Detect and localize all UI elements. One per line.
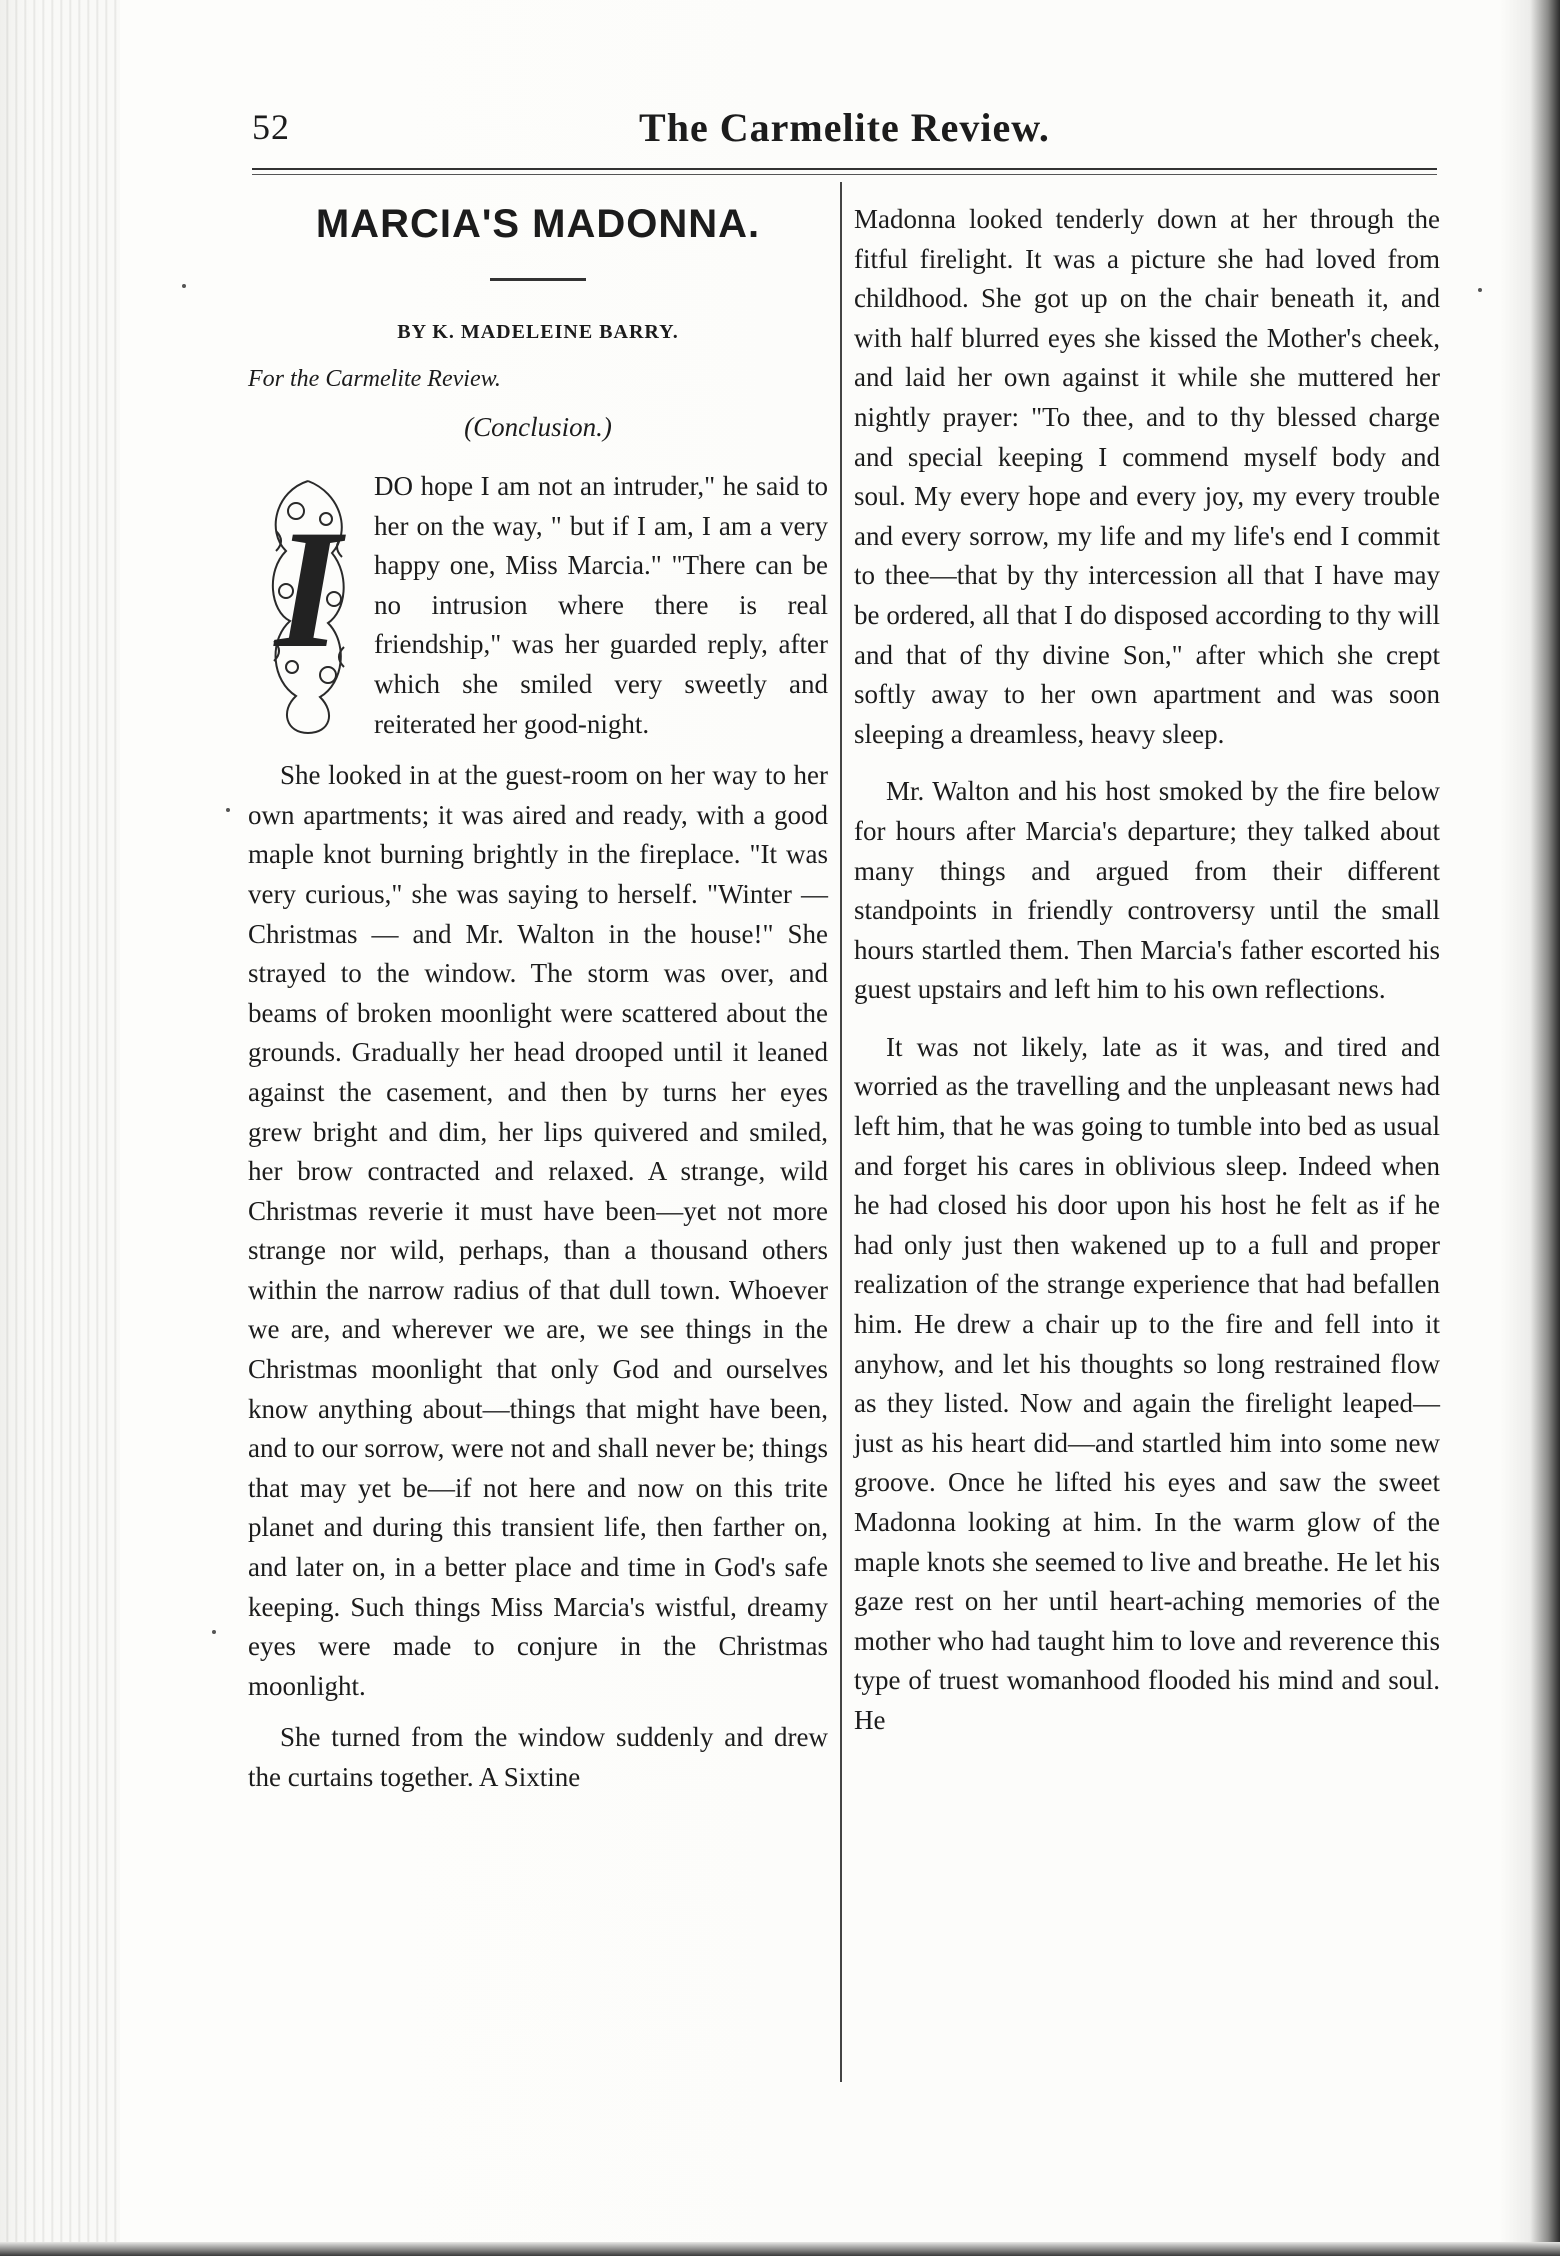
print-speck	[1478, 288, 1482, 292]
paragraph: She looked in at the guest-room on her way to her own apartments; it was aired and ready, with a good maple knot burning brightly in the fireplace. "It was very curious," she was saying to herself. "Winter — Christmas — and Mr. Walton in the house!" She strayed to the window. The storm was over, and beams of broken moonlight were scattered about the grounds. Gradually her head drooped until it leaned against the casement, and then by turns her eyes grew bright and dim, her lips quivered and smiled, her brow contracted and relaxed. A strange, wild Christmas reverie it must have been—yet not more strange nor wild, perhaps, than a thousand others within the narrow radius of that dull town. Whoever we are, and wherever we are, we see things in the Christmas moonlight that only God and ourselves know anything about—things that might have been, and to our sorrow, were not and shall never be; things that may yet be—if not here and now on this trite planet and during this transient life, then farther on, and later on, in a better place and time in God's safe keeping. Such things Miss Marcia's wistful, dreamy eyes were made to conjure in the Christmas moonlight.	[248, 760, 828, 1701]
page-number: 52	[252, 107, 290, 147]
header-rule	[252, 168, 1437, 175]
byline: BY K. MADELEINE BARRY.	[397, 321, 679, 343]
opening-paragraph-block	[248, 467, 828, 744]
journal-title: The Carmelite Review.	[639, 105, 1050, 150]
print-speck	[226, 808, 230, 812]
book-binding-edge	[0, 0, 120, 2256]
left-column	[248, 200, 828, 1798]
ornamental-drop-cap-icon	[256, 471, 360, 741]
page-bottom-edge	[0, 2242, 1560, 2256]
print-speck	[182, 284, 186, 288]
paragraph: It was not likely, late as it was, and tired and worried as the travelling and the unpleasant news had left him, that he was going to tumble into bed as usual and forget his cares in oblivious sleep. Indeed when he had closed his door upon his host he felt as if he had only just then wakened up to a full and proper realization of the strange experience that had befallen him. He drew a chair up to the fire and fell into it anyhow, and let his thoughts so long restrained flow as they listed. Now and again the firelight leaped—just as his heart did—and startled him into some new groove. Once he lifted his eyes and saw the sweet Madonna looking at him. In the warm glow of the maple knots she seemed to live and breathe. He let his gaze rest on her until heart-aching memories of the mother who had taught him to love and reverence this type of truest womanhood flooded his mind and soul. He	[854, 1031, 1440, 1735]
running-header	[252, 100, 1437, 160]
paragraph: Madonna looked tenderly down at her through the fitful firelight. It was a picture she had loved from childhood. She got up on the chair beneath it, and with half blurred eyes she kissed the Mother's cheek, and laid her own against it while she muttered her nightly prayer: "To thee, and to thy blessed charge and special keeping I commend myself body and soul. My every hope and every joy, my every trouble and every sorrow, my life and my life's end I commit to thee—that by thy intercession all that I have may be ordered, all that I do disposed according to thy will and that of thy divine Son," after which she crept softly away to her own apartment and was soon sleeping a dreamless, heavy sleep.	[854, 204, 1440, 749]
svg-text:I: I	[274, 495, 342, 683]
paragraph: She turned from the window suddenly and drew the curtains together. A Sixtine	[248, 1722, 828, 1792]
column-divider	[840, 182, 842, 2082]
conclusion-label: (Conclusion.)	[464, 412, 612, 442]
paragraph: DO hope I am not an intruder," he said to her on the way, " but if I am, I am a very happy one, Miss Marcia." "There can be no intrusion where there is real friendship," was her guarded reply, after which she smiled very sweetly and reiterated her good-night.	[374, 471, 828, 739]
paragraph: Mr. Walton and his host smoked by the fire below for hours after Marcia's departure; they talked about many things and argued from their different standpoints in friendly controversy until the small hours startled them. Then Marcia's father escorted his guest upstairs and left him to his own reflections.	[854, 776, 1440, 1005]
print-speck	[212, 1630, 216, 1634]
title-rule	[490, 278, 586, 281]
for-line: For the Carmelite Review.	[248, 366, 501, 392]
article-title: MARCIA'S MADONNA.	[315, 202, 761, 246]
ornamental-drop-cap	[256, 471, 360, 741]
right-column	[854, 200, 1440, 1741]
